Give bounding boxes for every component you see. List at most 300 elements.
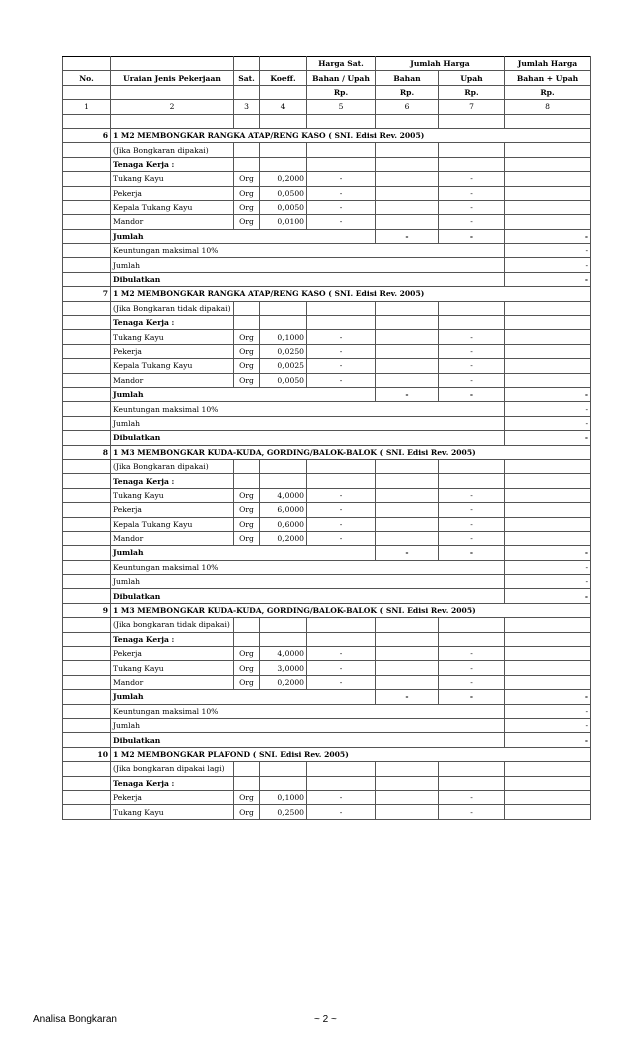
material-total: -	[376, 690, 439, 704]
section-note-row	[63, 618, 591, 632]
table-cell	[376, 186, 439, 200]
table-cell	[307, 157, 376, 171]
grand-total: -	[505, 690, 591, 704]
table-cell	[63, 589, 111, 603]
table-cell	[505, 488, 591, 502]
table-cell	[307, 143, 376, 157]
unit-price: -	[307, 186, 376, 200]
labor-name: Pekerja	[111, 186, 234, 200]
table-cell	[505, 675, 591, 689]
total-label: Jumlah	[111, 416, 505, 430]
wage-amount: -	[439, 790, 505, 804]
table-cell	[376, 157, 439, 171]
table-cell	[307, 776, 376, 790]
table-cell	[505, 762, 591, 776]
table-cell	[505, 474, 591, 488]
wage-amount: -	[439, 373, 505, 387]
labor-item-row	[63, 661, 591, 675]
table-cell	[376, 675, 439, 689]
rounded-value: -	[505, 431, 591, 445]
unit-price: -	[307, 373, 376, 387]
table-cell	[63, 157, 111, 171]
table-cell	[505, 790, 591, 804]
item-number: 6	[63, 128, 111, 142]
table-cell	[376, 330, 439, 344]
table-cell	[505, 172, 591, 186]
section-note: (Jika Bongkaran tidak dipakai)	[111, 301, 234, 315]
table-cell	[439, 157, 505, 171]
table-cell	[505, 503, 591, 517]
table-cell	[63, 762, 111, 776]
section-title-row	[63, 445, 591, 459]
table-cell	[376, 344, 439, 358]
labor-unit: Org	[234, 503, 260, 517]
table-cell	[439, 776, 505, 790]
rounded-label: Dibulatkan	[111, 272, 505, 286]
wage-amount: -	[439, 661, 505, 675]
table-cell	[505, 330, 591, 344]
total-value: -	[505, 416, 591, 430]
item-number: 7	[63, 287, 111, 301]
table-cell	[260, 474, 307, 488]
table-cell	[376, 762, 439, 776]
rounded-value: -	[505, 589, 591, 603]
labor-coefficient: 3,0000	[260, 661, 307, 675]
table-cell	[376, 200, 439, 214]
total-label: Jumlah	[111, 718, 505, 732]
subtotal-row	[63, 229, 591, 243]
table-cell	[234, 143, 260, 157]
table-cell	[63, 215, 111, 229]
unit-price: -	[307, 503, 376, 517]
labor-name: Mandor	[111, 531, 234, 545]
unit-price: -	[307, 359, 376, 373]
unit-price: -	[307, 790, 376, 804]
section-title: 1 M2 MEMBONGKAR PLAFOND ( SNI. Edisi Rev. 2005)	[111, 747, 591, 761]
table-cell	[376, 488, 439, 502]
profit-label: Keuntungan maksimal 10%	[111, 560, 505, 574]
spacer-cell	[376, 114, 439, 128]
header-no-top	[63, 57, 111, 71]
material-total: -	[376, 387, 439, 401]
table-cell	[63, 258, 111, 272]
table-cell	[63, 718, 111, 732]
wage-amount: -	[439, 805, 505, 819]
table-cell	[505, 157, 591, 171]
wage-total: -	[439, 546, 505, 560]
rounded-row	[63, 589, 591, 603]
table-cell	[505, 459, 591, 473]
table-cell	[63, 301, 111, 315]
wage-amount: -	[439, 517, 505, 531]
labor-unit: Org	[234, 373, 260, 387]
spacer-cell	[307, 114, 376, 128]
item-number: 9	[63, 603, 111, 617]
subtotal-row	[63, 546, 591, 560]
section-title-row	[63, 747, 591, 761]
labor-item-row	[63, 186, 591, 200]
labor-coefficient: 0,1000	[260, 330, 307, 344]
spacer-row	[63, 114, 591, 128]
total-value: -	[505, 718, 591, 732]
subtotal-label: Jumlah	[111, 690, 376, 704]
table-cell	[260, 157, 307, 171]
wage-total: -	[439, 387, 505, 401]
labor-item-row	[63, 790, 591, 804]
table-cell	[63, 733, 111, 747]
table-cell	[63, 416, 111, 430]
profit-value: -	[505, 244, 591, 258]
rounded-row	[63, 431, 591, 445]
unit-price: -	[307, 661, 376, 675]
labor-heading: Tenaga Kerja :	[111, 316, 234, 330]
table-cell	[234, 776, 260, 790]
table-cell	[234, 316, 260, 330]
table-cell	[505, 186, 591, 200]
header-sat-top	[234, 57, 260, 71]
table-cell	[439, 618, 505, 632]
unit-price: -	[307, 172, 376, 186]
labor-name: Tukang Kayu	[111, 330, 234, 344]
table-cell	[234, 762, 260, 776]
profit-value: -	[505, 402, 591, 416]
labor-unit: Org	[234, 790, 260, 804]
labor-name: Pekerja	[111, 647, 234, 661]
wage-amount: -	[439, 172, 505, 186]
table-cell	[63, 186, 111, 200]
labor-coefficient: 4,0000	[260, 647, 307, 661]
table-cell	[505, 647, 591, 661]
table-cell	[307, 632, 376, 646]
wage-total: -	[439, 690, 505, 704]
table-cell	[63, 330, 111, 344]
labor-name: Kepala Tukang Kayu	[111, 517, 234, 531]
labor-item-row	[63, 344, 591, 358]
table-cell	[376, 790, 439, 804]
table-cell	[505, 517, 591, 531]
labor-coefficient: 6,0000	[260, 503, 307, 517]
table-cell	[63, 172, 111, 186]
spacer-cell	[111, 114, 234, 128]
material-total: -	[376, 546, 439, 560]
labor-unit: Org	[234, 172, 260, 186]
column-number: 2	[111, 100, 234, 114]
labor-coefficient: 0,0050	[260, 200, 307, 214]
labor-heading-row	[63, 474, 591, 488]
labor-unit: Org	[234, 805, 260, 819]
wage-amount: -	[439, 531, 505, 545]
table-cell	[439, 459, 505, 473]
table-cell	[234, 459, 260, 473]
rounded-value: -	[505, 272, 591, 286]
header-koeff-top	[260, 57, 307, 71]
table-cell	[260, 143, 307, 157]
unit-price: -	[307, 675, 376, 689]
labor-coefficient: 4,0000	[260, 488, 307, 502]
section-title: 1 M3 MEMBONGKAR KUDA-KUDA, GORDING/BALOK-BALOK ( SNI. Edisi Rev. 2005)	[111, 603, 591, 617]
section-title: 1 M2 MEMBONGKAR RANGKA ATAP/RENG KASO ( SNI. Edisi Rev. 2005)	[111, 287, 591, 301]
grand-total: -	[505, 546, 591, 560]
table-cell	[234, 301, 260, 315]
rounded-label: Dibulatkan	[111, 431, 505, 445]
footer-title: Analisa Bongkaran	[33, 1014, 117, 1025]
labor-heading-row	[63, 776, 591, 790]
header-upah: Upah	[439, 71, 505, 85]
table-cell	[63, 805, 111, 819]
section-note: (Jika Bongkaran dipakai)	[111, 459, 234, 473]
table-cell	[63, 359, 111, 373]
rounded-row	[63, 272, 591, 286]
rounded-label: Dibulatkan	[111, 733, 505, 747]
labor-heading-row	[63, 316, 591, 330]
labor-unit: Org	[234, 661, 260, 675]
header-harga-sat-2: Bahan / Upah	[307, 71, 376, 85]
profit-row	[63, 402, 591, 416]
table-cell	[63, 402, 111, 416]
table-cell	[63, 503, 111, 517]
table-cell	[63, 272, 111, 286]
table-cell	[439, 474, 505, 488]
table-cell	[63, 575, 111, 589]
header-uraian-top	[111, 57, 234, 71]
table-cell	[63, 776, 111, 790]
table-cell	[63, 431, 111, 445]
table-cell	[376, 632, 439, 646]
table-cell	[63, 546, 111, 560]
header-bahan: Bahan	[376, 71, 439, 85]
labor-coefficient: 0,6000	[260, 517, 307, 531]
labor-item-row	[63, 359, 591, 373]
labor-name: Kepala Tukang Kayu	[111, 200, 234, 214]
table-cell	[376, 618, 439, 632]
labor-name: Pekerja	[111, 790, 234, 804]
table-cell	[63, 143, 111, 157]
labor-unit: Org	[234, 647, 260, 661]
table-cell	[439, 762, 505, 776]
labor-unit: Org	[234, 200, 260, 214]
table-cell	[376, 776, 439, 790]
labor-unit: Org	[234, 330, 260, 344]
unit-price: -	[307, 531, 376, 545]
labor-heading-row	[63, 632, 591, 646]
wage-amount: -	[439, 359, 505, 373]
labor-item-row	[63, 373, 591, 387]
table-cell	[63, 474, 111, 488]
table-cell	[505, 301, 591, 315]
table-cell	[63, 229, 111, 243]
table-cell	[376, 215, 439, 229]
table-cell	[63, 790, 111, 804]
table-cell	[307, 762, 376, 776]
labor-item-row	[63, 488, 591, 502]
section-title: 1 M3 MEMBONGKAR KUDA-KUDA, GORDING/BALOK-BALOK ( SNI. Edisi Rev. 2005)	[111, 445, 591, 459]
table-cell	[505, 344, 591, 358]
table-cell	[63, 344, 111, 358]
labor-unit: Org	[234, 344, 260, 358]
wage-amount: -	[439, 330, 505, 344]
wage-amount: -	[439, 200, 505, 214]
labor-item-row	[63, 330, 591, 344]
header-harga-sat-3: Rp.	[307, 85, 376, 99]
profit-value: -	[505, 560, 591, 574]
unit-price: -	[307, 330, 376, 344]
labor-unit: Org	[234, 186, 260, 200]
labor-coefficient: 0,0050	[260, 373, 307, 387]
section-note-row	[63, 143, 591, 157]
labor-item-row	[63, 531, 591, 545]
profit-value: -	[505, 704, 591, 718]
table-cell	[376, 373, 439, 387]
subtotal-label: Jumlah	[111, 387, 376, 401]
unit-price: -	[307, 344, 376, 358]
spacer-cell	[439, 114, 505, 128]
table-cell	[505, 805, 591, 819]
section-title: 1 M2 MEMBONGKAR RANGKA ATAP/RENG KASO ( SNI. Edisi Rev. 2005)	[111, 128, 591, 142]
table-cell	[376, 459, 439, 473]
table-cell	[376, 503, 439, 517]
table-cell	[376, 316, 439, 330]
table-cell	[376, 143, 439, 157]
table-cell	[63, 200, 111, 214]
total-row	[63, 718, 591, 732]
labor-name: Tukang Kayu	[111, 805, 234, 819]
table-cell	[307, 618, 376, 632]
column-number: 1	[63, 100, 111, 114]
table-cell	[307, 301, 376, 315]
table-cell	[505, 316, 591, 330]
grand-total: -	[505, 387, 591, 401]
table-cell	[376, 301, 439, 315]
table-cell	[63, 373, 111, 387]
labor-name: Mandor	[111, 675, 234, 689]
wage-amount: -	[439, 186, 505, 200]
profit-label: Keuntungan maksimal 10%	[111, 402, 505, 416]
analysis-table	[62, 56, 591, 820]
header-uraian: Uraian Jenis Pekerjaan	[111, 71, 234, 85]
table-cell	[505, 661, 591, 675]
labor-name: Tukang Kayu	[111, 661, 234, 675]
total-label: Jumlah	[111, 258, 505, 272]
unit-price: -	[307, 517, 376, 531]
unit-price: -	[307, 200, 376, 214]
material-total: -	[376, 229, 439, 243]
table-cell	[63, 316, 111, 330]
table-cell	[63, 690, 111, 704]
labor-coefficient: 0,0100	[260, 215, 307, 229]
header-total-3: Rp.	[505, 85, 591, 99]
labor-item-row	[63, 503, 591, 517]
table-cell	[376, 805, 439, 819]
subtotal-row	[63, 387, 591, 401]
labor-coefficient: 0,1000	[260, 790, 307, 804]
labor-item-row	[63, 517, 591, 531]
table-cell	[376, 517, 439, 531]
header-total-1: Jumlah Harga	[505, 57, 591, 71]
spacer-cell	[260, 114, 307, 128]
section-note: (Jika bongkaran tidak dipakai)	[111, 618, 234, 632]
section-note: (Jika Bongkaran dipakai)	[111, 143, 234, 157]
table-cell	[376, 531, 439, 545]
column-number: 4	[260, 100, 307, 114]
subtotal-label: Jumlah	[111, 546, 376, 560]
labor-coefficient: 0,0250	[260, 344, 307, 358]
table-cell	[63, 661, 111, 675]
table-cell	[63, 704, 111, 718]
header-koeff-bottom	[260, 85, 307, 99]
wage-amount: -	[439, 675, 505, 689]
labor-coefficient: 0,0500	[260, 186, 307, 200]
table-cell	[505, 373, 591, 387]
unit-price: -	[307, 647, 376, 661]
labor-name: Kepala Tukang Kayu	[111, 359, 234, 373]
labor-item-row	[63, 200, 591, 214]
total-label: Jumlah	[111, 575, 505, 589]
table-cell	[63, 618, 111, 632]
subtotal-row	[63, 690, 591, 704]
column-number: 7	[439, 100, 505, 114]
item-number: 8	[63, 445, 111, 459]
table-cell	[63, 675, 111, 689]
profit-label: Keuntungan maksimal 10%	[111, 704, 505, 718]
labor-item-row	[63, 675, 591, 689]
table-cell	[234, 618, 260, 632]
table-cell	[63, 531, 111, 545]
table-cell	[505, 531, 591, 545]
header-bahan-rp: Rp.	[376, 85, 439, 99]
table-cell	[439, 143, 505, 157]
profit-label: Keuntungan maksimal 10%	[111, 244, 505, 258]
header-upah-rp: Rp.	[439, 85, 505, 99]
table-cell	[505, 776, 591, 790]
table-cell	[260, 776, 307, 790]
table-cell	[505, 632, 591, 646]
labor-unit: Org	[234, 359, 260, 373]
labor-name: Mandor	[111, 215, 234, 229]
labor-item-row	[63, 805, 591, 819]
labor-coefficient: 0,0025	[260, 359, 307, 373]
table-cell	[63, 244, 111, 258]
labor-name: Mandor	[111, 373, 234, 387]
grand-total: -	[505, 229, 591, 243]
header-harga-sat-1: Harga Sat.	[307, 57, 376, 71]
labor-heading-row	[63, 157, 591, 171]
section-note-row	[63, 459, 591, 473]
total-value: -	[505, 258, 591, 272]
table-cell	[63, 517, 111, 531]
item-number: 10	[63, 747, 111, 761]
table-cell	[307, 474, 376, 488]
table-cell	[505, 359, 591, 373]
spacer-cell	[234, 114, 260, 128]
section-title-row	[63, 128, 591, 142]
labor-name: Tukang Kayu	[111, 172, 234, 186]
column-number: 8	[505, 100, 591, 114]
page-number: ~ 2 ~	[314, 1014, 337, 1025]
labor-heading: Tenaga Kerja :	[111, 632, 234, 646]
table-cell	[505, 618, 591, 632]
labor-heading: Tenaga Kerja :	[111, 157, 234, 171]
labor-unit: Org	[234, 517, 260, 531]
table-cell	[260, 762, 307, 776]
labor-coefficient: 0,2000	[260, 675, 307, 689]
table-cell	[376, 359, 439, 373]
total-value: -	[505, 575, 591, 589]
header-no: No.	[63, 71, 111, 85]
table-cell	[63, 459, 111, 473]
section-title-row	[63, 603, 591, 617]
table-cell	[505, 143, 591, 157]
table-cell	[505, 215, 591, 229]
